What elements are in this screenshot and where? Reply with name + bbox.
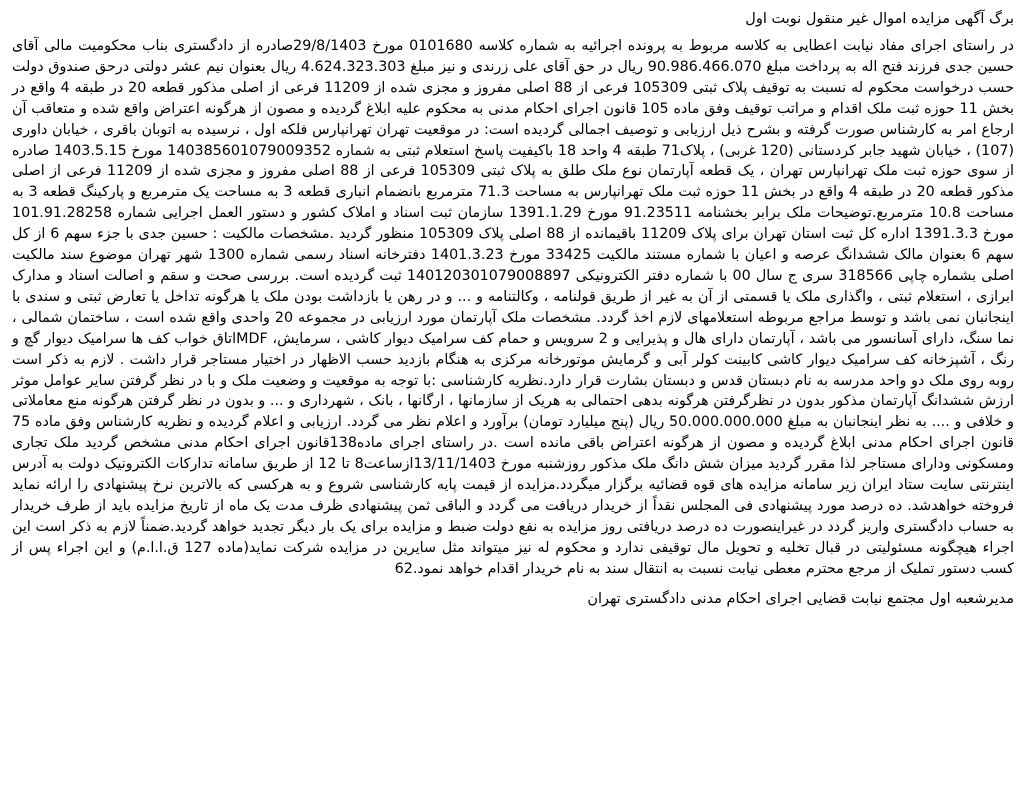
notice-title: برگ آگهی مزایده اموال غیر منقول نوبت اول (745, 11, 1014, 27)
notice-body: در راستای اجرای مفاد نیابت اعطایی به کلاسه مربوط به پرونده اجرائیه به شماره کلاسه 0101680 مورخ 29/8/1403صادره از دادگستری بناب محکومیت مالی آقای حسین جدی فرزند فتح اله به پرداخت مبلغ 90.986.466.070 ریال در حق آقای علی زرندی و نیز مبلغ 4.624.323.303 ریال بعنوان نیم عشر دولتی درحق صندوق دولت حسب درخواست محکوم له نسبت به توقیف پلاک ثبتی 105309 فرعی از 88 اصلی مفروز و مجزی شده از 11209 فرعی از اصلی مذکور قطعه 20 در طبقه 4 واقع در بخش 11 حوزه ثبت ملک اقدام و مراتب توقیف وفق ماده 105 قانون اجرای احکام مدنی به محکوم علیه ابلاغ گردیده و مصون از هرگونه اعتراض واقع شده و متعاقب آن ارجاع امر به کارشناس صورت گرفته و بشرح ذیل ارزیابی و توصیف اجمالی گردیده است: در موقعیت تهران تهرانپارس فلکه اول ، نرسیده به اتوبان باقری ، خیابان داوری (107) ، خیابان شهید جابر کردستانی (120 غربی) ، پلاک71 طبقه 4 واحد 18 باکیفیت پاسخ استعلام ثبتی به شماره 14038560107900935‌2 مورخ 1403.5.15 صادره از سوی حوزه ثبت ملک تهرانپارس تهران ، یک قطعه آپارتمان نوع ملک طلق به پلاک ثبتی 105309 فرعی از 88 اصلی مفروز و مجزی شده از 11209 فرعی از اصلی مذکور قطعه 20 در طبقه 4 واقع در بخش 11 حوزه ثبت ملک تهرانپارس به مساحت 71.3 مترمربع بانضمام انباری قطعه 3 به مساحت یک مترمربع و پارکینگ قطعه 3 به مساحت 10.8 مترمربع.توضیحات ملک برابر بخشنامه 91.23511 مورخ 1391.1.29 سازمان ثبت اسناد و املاک کشور و دستور العمل اجرایی شماره 101.91.28258 مورخ 1391.3.3 اداره کل ثبت استان تهران برای پلاک 11209 باقیمانده از 88 اصلی پلاک 105309 منظور گردید .مشخصات مالکیت : حسین جدی با جزء سهم 6 از کل سهم 6 بعنوان مالک ششدانگ عرصه و اعیان با شماره مستند مالکیت 33425 مورخ 1401.3.23 دفترخانه اسناد رسمی شماره 1300 شهر تهران موضوع سند مالکیت اصلی بشماره چاپی 318566 سری ج سال 00 با شماره دفتر الکترونیکی 140120301079008897 ثبت گردیده است. بررسی صحت و سقم و اصالت اسناد و مدارک ابرازی ، استعلام ثبتی ، واگذاری ملک یا قسمتی از آن به غیر از طریق قولنامه ، وکالتنامه و ... و در رهن یا بازداشت بودن ملک یا هرگونه تداخل یا تعارض ثبتی و سندی با اینجانبان نمی باشد و توسط مراجع مربوطه استعلامهای لازم اخذ گردد. مشخصات ملک آپارتمان مورد ارزیابی در مجموعه 20 واحدی واقع شده است ، ساختمان شمالی ، نما سنگ، دارای آسانسور می باشد ، آپارتمان دارای هال و پذیرایی و 2 سرویس و حمام کف سرامیک دیوار کاشی ، سرمایش، MDFاتاق خواب کف ها سرامیک دیوار گچ و رنگ ، آشپزخانه کف سرامیک دیوار کاشی کابینت کولر آبی و گرمایش موتورخانه مرکزی به هنگام بازدید حسب الاظهار در اختیار مستاجر قرار داشت . لازم به ذکر است روبه روی ملک دو واحد مدرسه به نام دبستان قدس و دبستان بشارت قرار دارد.نظریه کارشناسی :با توجه به موقعیت و وضعیت ملک و با در نظر گرفتن سایر عوامل موثر ارزش ششدانگ آپارتمان مذکور بدون در نظرگرفتن هرگونه بدهی احتمالی به هریک از سازمانها ، ارگانها ، بانک ، شهرداری و ... و بدون در نظر گرفتن هرگونه منع معاملاتی و خلافی و .... به نظر اینجانبان به مبلغ 50.000.000.000 ریال (پنج میلیارد تومان) برآورد و اعلام نظر می گردد. ارزیابی و اعلام گردیده و نظریه کارشناس وفق ماده 75 قانون اجرای احکام مدنی ابلاغ گردیده و مصون از هرگونه اعتراض باقی مانده است .در راستای اجرای ماده138قانون اجرای احکام مدنی مشخص گردید ملک تجاری ومسکونی ودارای مستاجر لذا مقرر گردید میزان شش دانگ ملک مذکور روزشنبه مورخ 13/11/1403ازساعت8 تا 12 از طریق سامانه تدارکات الکترونیک دولت به آدرس اینترنتی سایت ستاد ایران زیر سامانه مزایده های قوه قضائیه برگزار میگردد.مزایده از قیمت پایه کارشناسی شروع و به هرکسی که بالاترین نرخ پیشنهادی را ارائه نماید فروخته خواهدشد. ده درصد مورد پیشنهادی فی المجلس نقداً از خریدار دریافت می گردد و الباقی ثمن پیشنهادی ظرف مدت یک ماه از تاریخ مزایده باید از طرف خریدار به حساب دادگستری واریز گردد در غیراینصورت ده درصد دریافتی روز مزایده به نفع دولت ضبط و مزایده برای یک بار دیگر تجدید خواهد گردید.ضمناً لازم به ذکر است این اجراء هیچگونه مسئولیتی در قبال تخلیه و تحویل مال توقیفی ندارد و محکوم له نیز میتواند مثل سایرین در مزایده شرکت نماید(ماده 127 ق.ا.ا.م) و این اجراء پس از کسب دستور تملیک از مرجع محترم معطی نیابت نسبت به انتقال سند به نام خریدار اقدام خواهد نمود.62 (12, 38, 1015, 577)
notice-signature: مدیرشعبه اول مجتمع نیابت قضایی اجرای احکام مدنی دادگستری تهران (587, 590, 1014, 607)
